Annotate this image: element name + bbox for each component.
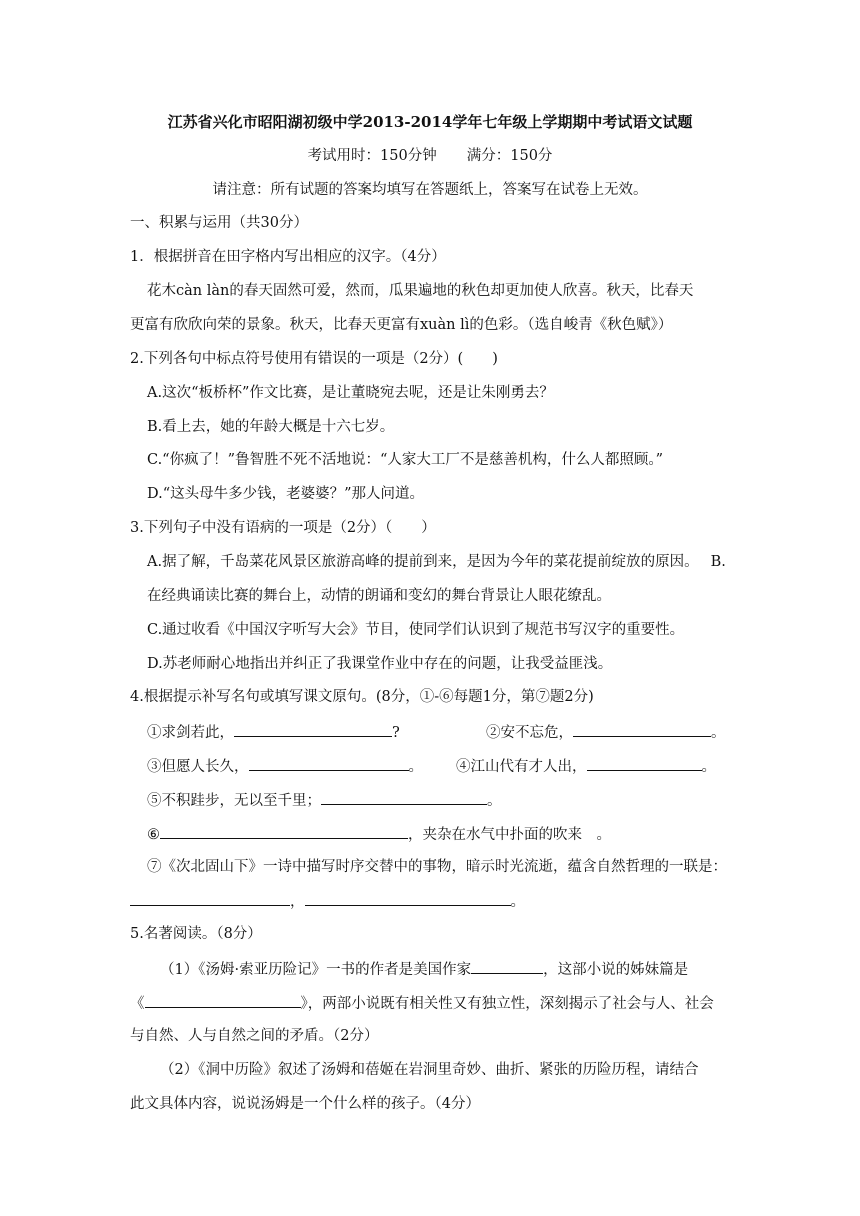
q4-item-6 <box>147 823 611 845</box>
q4-item-1-blank[interactable] <box>234 721 392 737</box>
exam-info <box>0 146 860 166</box>
q1-line1: 花木càn làn的春天固然可爱，然而，瓜果遍地的秋色却更加使人欣喜。秋天，比春天 <box>147 283 694 299</box>
q4-item-5-blank[interactable] <box>321 789 487 805</box>
q4-item-1-end: ? <box>392 725 400 741</box>
q3-option-b: 在经典诵读比赛的舞台上，动情的朗诵和变幻的舞台背景让人眼花缭乱。 <box>147 588 611 604</box>
q5-part2-line2: 此文具体内容，说说汤姆是一个什么样的孩子。（4分） <box>130 1096 480 1112</box>
q4-item-3 <box>147 755 423 777</box>
q4-item-2-text: ②安不忘危， <box>486 725 573 741</box>
q2-option-a: A.这次“板桥杯”作文比赛，是让董晓宛去呢，还是让朱刚勇去？ <box>147 385 554 401</box>
q4-item-7-end: 。 <box>510 894 525 910</box>
exam-score: 满分：150分 <box>466 148 553 164</box>
q4-item-3-end: 。 <box>408 759 423 775</box>
q5-part1-line1 <box>160 958 688 980</box>
q4-item-5-end: 。 <box>487 793 502 809</box>
q4-stem: 4.根据提示补写名句或填写课文原句。(8分，①-⑥每题1分，第⑦题2分) <box>130 689 594 705</box>
q5-part1-text-c: 《 <box>130 996 145 1012</box>
q3-option-c: C.通过收看《中国汉字听写大会》节目，使同学们认识到了规范书写汉字的重要性。 <box>147 622 685 638</box>
q4-item-7-blank-2[interactable] <box>305 890 511 906</box>
exam-notice: 请注意：所有试题的答案均填写在答题纸上，答案写在试卷上无效。 <box>212 182 648 198</box>
q3-option-b-start: B. <box>710 554 726 570</box>
q4-item-3-text: ③但愿人长久， <box>147 759 249 775</box>
q2-option-d: D.“这头母牛多少钱，老婆婆？”那人问道。 <box>147 486 425 502</box>
q2-option-b: B.看上去，她的年龄大概是十六七岁。 <box>147 419 395 435</box>
q5-part2-line1: （2）《洞中历险》叙述了汤姆和蓓姬在岩洞里奇妙、曲折、紧张的历险历程，请结合 <box>160 1062 699 1078</box>
q5-stem: 5.名著阅读。（8分） <box>130 926 262 942</box>
q5-sequel-blank[interactable] <box>145 992 301 1008</box>
q4-item-1 <box>147 721 400 743</box>
q4-item-7: ⑦《次北固山下》一诗中描写时序交替中的事物，暗示时光流逝，蕴含自然哲理的一联是： <box>147 859 727 875</box>
q5-part1-text-b: ，这部小说的姊妹篇是 <box>543 962 689 978</box>
q5-part1-text-a: （1）《汤姆·索亚历险记》一书的作者是美国作家 <box>160 962 472 978</box>
q5-part1-text-d: 》，两部小说既有相关性又有独立性，深刻揭示了社会与人、社会 <box>300 996 714 1012</box>
q4-item-4 <box>456 755 716 777</box>
q3-option-a-text: A.据了解，千岛菜花风景区旅游高峰的提前到来，是因为今年的菜花提前绽放的原因。 <box>147 554 699 570</box>
q3-option-d: D.苏老师耐心地指出并纠正了我课堂作业中存在的问题，让我受益匪浅。 <box>147 656 613 672</box>
q5-author-blank[interactable] <box>471 958 543 974</box>
q4-item-4-end: 。 <box>701 759 716 775</box>
q1-stem: 1．根据拼音在田字格内写出相应的汉字。（4分） <box>130 249 446 265</box>
q2-stem: 2.下列各句中标点符号使用有错误的一项是（2分）( ) <box>130 351 498 367</box>
q1-line2: 更富有欣欣向荣的景象。秋天，比春天更富有xuàn lì的色彩。（选自峻青《秋色赋》） <box>130 317 673 333</box>
section-heading: 一、积累与运用（共30分） <box>130 215 308 231</box>
q4-item-6-blank[interactable] <box>160 823 408 839</box>
q4-item-6-end: ，夹杂在水气中扑面的吹来 。 <box>408 827 611 843</box>
q4-item-5-text: ⑤不积跬步，无以至千里； <box>147 793 321 809</box>
q4-item-7-blank-1[interactable] <box>130 890 290 906</box>
exam-time: 考试用时：150分钟 <box>307 148 437 164</box>
q4-item-3-blank[interactable] <box>249 755 409 771</box>
q3-stem: 3.下列句子中没有语病的一项是（2分）（ ） <box>130 520 436 536</box>
q4-item-6-text: ⑥ <box>147 827 160 843</box>
q3-option-a <box>147 552 726 572</box>
q4-item-4-text: ④江山代有才人出， <box>456 759 587 775</box>
q4-item-7-sep: ， <box>290 894 305 910</box>
q4-item-2-blank[interactable] <box>573 721 711 737</box>
exam-title: 江苏省兴化市昭阳湖初级中学2013-2014学年七年级上学期期中考试语文试题 <box>167 113 693 131</box>
q4-item-5 <box>147 789 502 811</box>
q4-item-2-end: 。 <box>711 725 726 741</box>
q5-part1-line2 <box>130 992 714 1014</box>
q4-item-1-text: ①求剑若此， <box>147 725 234 741</box>
q4-item-4-blank[interactable] <box>587 755 702 771</box>
q5-part1-line3: 与自然、人与自然之间的矛盾。（2分） <box>130 1028 379 1044</box>
q4-item-7-answer <box>130 890 525 912</box>
q4-item-2 <box>486 721 726 743</box>
q2-option-c: C.“你疯了！”鲁智胜不死不活地说：“人家大工厂不是慈善机构，什么人都照顾。” <box>147 452 664 468</box>
